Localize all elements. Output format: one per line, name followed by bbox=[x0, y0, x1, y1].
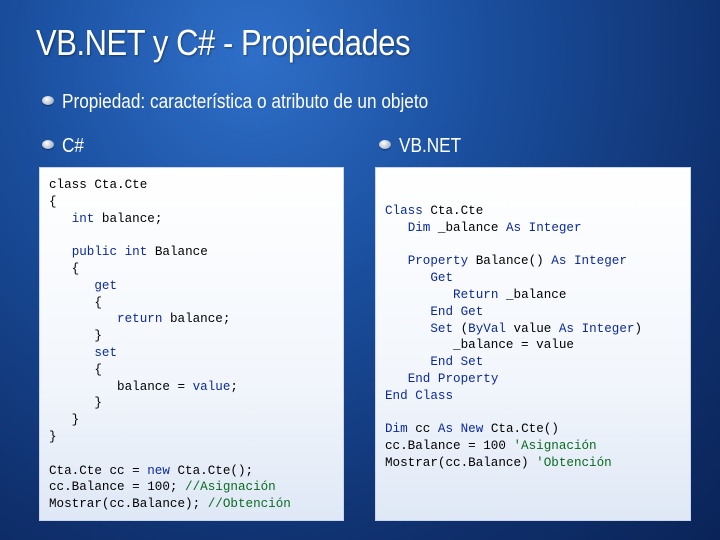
code-line bbox=[49, 362, 291, 379]
code-line bbox=[385, 321, 642, 338]
code-line bbox=[385, 287, 642, 304]
code-text: _balance bbox=[498, 287, 567, 302]
code-line bbox=[49, 463, 291, 480]
code-text bbox=[49, 279, 94, 293]
code-text: } bbox=[49, 413, 80, 428]
code-line bbox=[49, 194, 291, 211]
code-keyword: As bbox=[558, 321, 574, 336]
code-keyword: New bbox=[460, 422, 484, 437]
code-keyword: End Set bbox=[430, 355, 484, 370]
code-text: cc bbox=[407, 422, 438, 437]
code-text bbox=[385, 221, 408, 235]
csharp-label: C# bbox=[62, 135, 84, 157]
code-text: } bbox=[49, 429, 57, 444]
code-line bbox=[49, 395, 291, 412]
code-text bbox=[385, 305, 430, 319]
code-line bbox=[49, 261, 291, 278]
code-keyword: Integer bbox=[581, 321, 635, 336]
code-line bbox=[49, 479, 291, 496]
code-line bbox=[49, 345, 291, 362]
code-keyword: Get bbox=[430, 271, 454, 286]
code-text: ( bbox=[453, 321, 469, 336]
bullet-icon bbox=[42, 140, 54, 149]
code-keyword: End Property bbox=[407, 371, 499, 386]
code-keyword: End Get bbox=[430, 304, 484, 319]
code-text: ; bbox=[230, 379, 238, 394]
code-keyword: Integer bbox=[528, 220, 582, 235]
code-keyword: public bbox=[71, 245, 118, 260]
code-line bbox=[49, 227, 291, 244]
vbnet-label: VB.NET bbox=[399, 135, 462, 157]
code-text bbox=[385, 254, 408, 268]
csharp-code-block bbox=[49, 177, 291, 513]
code-line bbox=[385, 388, 642, 405]
code-line bbox=[49, 496, 291, 513]
code-text: } bbox=[49, 396, 102, 411]
code-text bbox=[49, 245, 72, 259]
code-keyword: int bbox=[124, 245, 148, 260]
code-text: Cta.Cte bbox=[422, 204, 484, 218]
code-keyword: Integer bbox=[573, 254, 627, 269]
vbnet-code-block bbox=[385, 203, 642, 472]
code-line bbox=[385, 220, 642, 237]
code-comment: //Asignación bbox=[185, 480, 276, 495]
code-text: _balance bbox=[430, 220, 506, 235]
code-line bbox=[49, 278, 291, 295]
code-text: Mostrar(cc.Balance); bbox=[49, 497, 208, 512]
code-text: { bbox=[49, 194, 57, 209]
code-text: Mostrar(cc.Balance) bbox=[385, 455, 537, 470]
definition-text: Propiedad: característica o atributo de un objeto bbox=[62, 91, 429, 113]
code-text: _balance = value bbox=[385, 338, 574, 353]
code-text: cc.Balance = 100; bbox=[49, 480, 186, 495]
code-keyword: int bbox=[71, 211, 95, 226]
code-line bbox=[49, 328, 291, 345]
code-line bbox=[49, 177, 291, 194]
code-text bbox=[385, 355, 430, 369]
code-text: balance; bbox=[162, 312, 231, 327]
code-text: } bbox=[49, 329, 102, 344]
code-line bbox=[385, 421, 642, 438]
code-line bbox=[49, 244, 291, 261]
code-line bbox=[385, 203, 642, 220]
code-keyword: set bbox=[94, 345, 118, 360]
code-text bbox=[49, 312, 117, 326]
csharp-code-panel bbox=[39, 167, 344, 521]
code-line bbox=[385, 337, 642, 354]
code-line bbox=[385, 253, 642, 270]
code-comment: 'Asignación bbox=[513, 439, 597, 454]
code-keyword: End Class bbox=[385, 388, 454, 403]
code-keyword: As bbox=[437, 422, 454, 437]
code-text: { bbox=[49, 362, 102, 377]
code-line bbox=[49, 429, 291, 446]
code-line bbox=[385, 354, 642, 371]
code-line bbox=[49, 295, 291, 312]
code-text: class Cta.Cte bbox=[49, 178, 148, 192]
vbnet-code-panel bbox=[375, 167, 691, 521]
code-text bbox=[566, 254, 574, 268]
code-text bbox=[385, 271, 430, 285]
code-text bbox=[117, 245, 125, 259]
code-line bbox=[385, 405, 642, 422]
code-keyword: value bbox=[192, 379, 231, 394]
code-keyword: Class bbox=[385, 204, 423, 218]
code-keyword: Dim bbox=[385, 422, 408, 437]
code-line bbox=[385, 438, 642, 455]
code-text: Cta.Cte(); bbox=[169, 463, 254, 478]
code-text: Cta.Cte cc = bbox=[49, 463, 148, 478]
code-text bbox=[453, 422, 461, 436]
code-text: value bbox=[505, 321, 559, 336]
code-comment: //Obtención bbox=[207, 497, 291, 512]
code-line bbox=[385, 237, 642, 254]
code-keyword: As bbox=[551, 254, 567, 269]
code-text: balance; bbox=[94, 211, 163, 226]
code-keyword: get bbox=[94, 278, 118, 293]
code-text: Cta.Cte() bbox=[483, 422, 559, 437]
bullet-icon bbox=[42, 96, 54, 105]
code-line bbox=[49, 446, 291, 463]
code-line bbox=[385, 270, 642, 287]
code-line bbox=[49, 211, 291, 228]
code-comment: 'Obtención bbox=[536, 455, 612, 470]
code-keyword: Set bbox=[430, 321, 454, 336]
code-text bbox=[385, 322, 430, 336]
code-line bbox=[49, 412, 291, 429]
code-line bbox=[385, 455, 642, 472]
code-keyword: Property bbox=[407, 254, 469, 269]
code-text: ) bbox=[634, 321, 643, 336]
code-text bbox=[385, 372, 408, 386]
code-keyword: ByVal bbox=[468, 321, 506, 336]
code-line bbox=[49, 311, 291, 328]
code-keyword: Return bbox=[453, 287, 499, 302]
code-text bbox=[49, 212, 72, 226]
slide-title: VB.NET y C# - Propiedades bbox=[36, 22, 411, 63]
code-text: { bbox=[49, 261, 80, 276]
code-keyword: return bbox=[117, 312, 163, 327]
code-keyword: Dim bbox=[407, 220, 431, 235]
code-text: Balance bbox=[147, 245, 208, 260]
code-text: balance = bbox=[49, 379, 193, 394]
code-text: { bbox=[49, 295, 102, 310]
bullet-icon bbox=[379, 140, 391, 149]
code-text bbox=[574, 322, 582, 336]
code-text bbox=[49, 346, 94, 360]
code-keyword: As bbox=[505, 220, 522, 235]
code-line bbox=[385, 304, 642, 321]
code-text: cc.Balance = 100 bbox=[385, 439, 514, 454]
code-text: Balance() bbox=[468, 254, 552, 269]
code-text bbox=[521, 221, 529, 235]
code-text bbox=[385, 288, 453, 302]
code-line bbox=[49, 379, 291, 396]
code-keyword: new bbox=[147, 463, 170, 478]
code-line bbox=[385, 371, 642, 388]
